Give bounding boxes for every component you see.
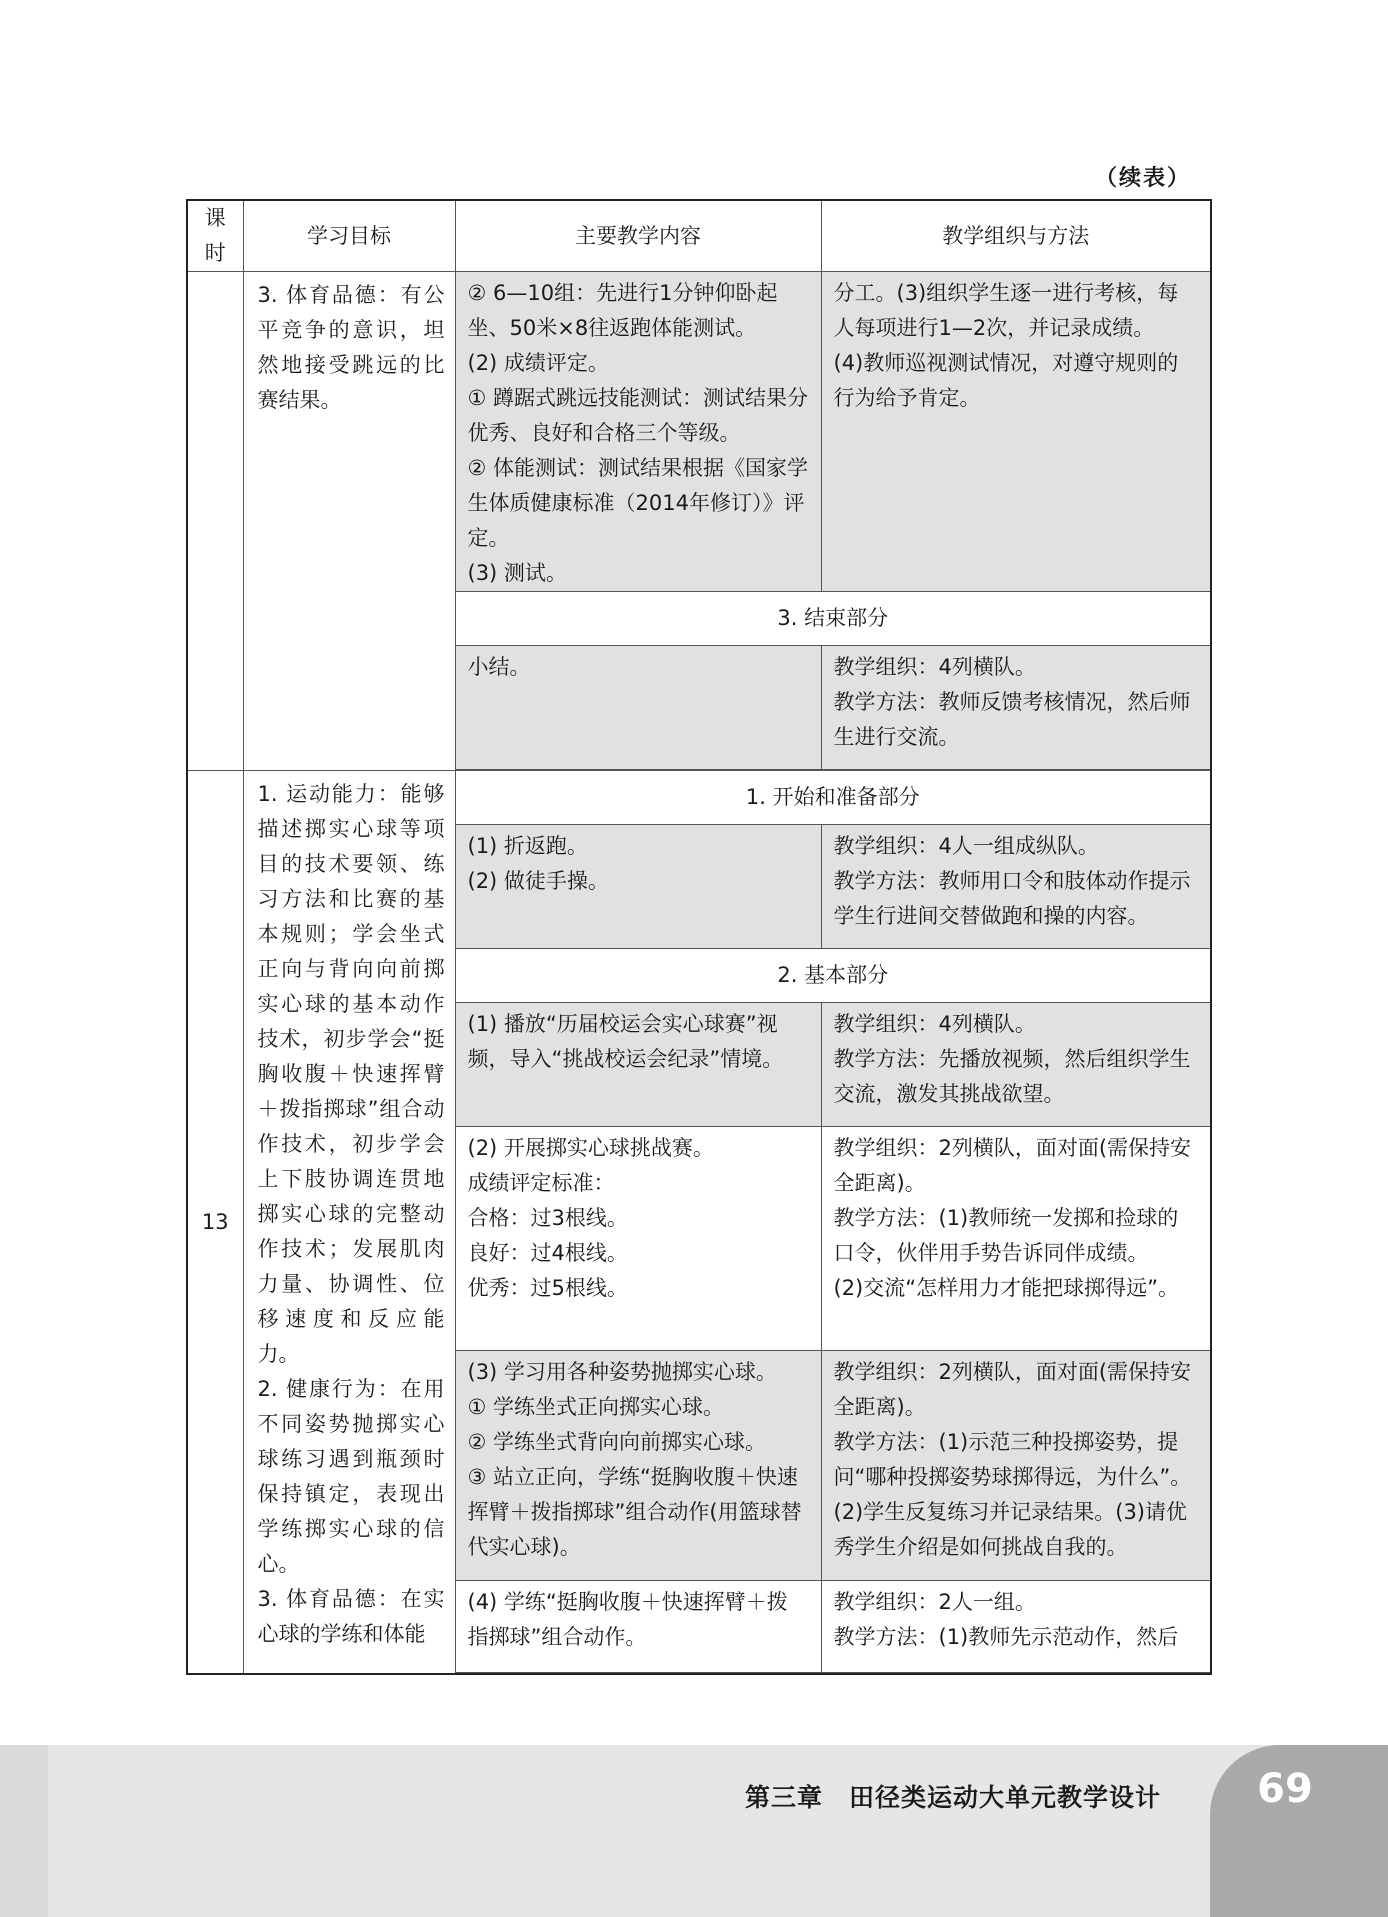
content-cell: (1) 播放“历届校运会实心球赛”视频，导入“挑战校运会纪录”情境。 <box>455 1003 821 1127</box>
method-cell: 教学组织：2列横队，面对面(需保持安全距离)。 教学方法：(1)示范三种投掷姿势，提问“哪种投掷姿势球掷得远，为什么”。 (2)学生反复练习并记录结果。(3)请优秀学生介绍是如何挑战自我的。 <box>821 1351 1211 1581</box>
lesson-number-cell <box>187 272 243 771</box>
content-cell: (3) 学习用各种姿势抛掷实心球。 ① 学练坐式正向掷实心球。 ② 学练坐式背向向前掷实心球。 ③ 站立正向，学练“挺胸收腹＋快速挥臂＋拨指掷球”组合动作(用篮球替代实心球)。 <box>455 1351 821 1581</box>
method-cell: 教学组织：4列横队。 教学方法：教师反馈考核情况，然后师生进行交流。 <box>821 646 1211 770</box>
content-cell: (4) 学练“挺胸收腹＋快速挥臂＋拨指掷球”组合动作。 <box>455 1581 821 1673</box>
method-cell: 分工。(3)组织学生逐一进行考核，每人每项进行1—2次，并记录成绩。 (4)教师巡视测试情况，对遵守规则的行为给予肯定。 <box>821 272 1211 592</box>
method-cell: 教学组织：2人一组。 教学方法：(1)教师先示范动作，然后 <box>821 1581 1211 1673</box>
header-content: 主要教学内容 <box>455 200 821 272</box>
chapter-title: 第三章 田径类运动大单元教学设计 <box>745 1783 1162 1812</box>
section-row <box>187 771 1211 825</box>
section-heading-start: 1. 开始和准备部分 <box>455 771 1211 825</box>
learning-goal-cell: 3. 体育品德：有公平竞争的意识，坦然地接受跳远的比赛结果。 <box>243 272 455 771</box>
content-cell: (2) 开展掷实心球挑战赛。 成绩评定标准： 合格：过3根线。 良好：过4根线。 优秀：过5根线。 <box>455 1127 821 1351</box>
method-cell: 教学组织：4人一组成纵队。 教学方法：教师用口令和肢体动作提示学生行进间交替做跑和操的内容。 <box>821 825 1211 949</box>
learning-goal-cell: 1. 运动能力：能够描述掷实心球等项目的技术要领、练习方法和比赛的基本规则；学会坐式正向与背向向前掷实心球的基本动作技术，初步学会“挺胸收腹＋快速挥臂＋拨指掷球”组合动作技术，初步学会上下肢协调连贯地掷实心球的完整动作技术；发展肌肉力量、协调性、位移速度和反应能力。 2. 健康行为：在用不同姿势抛掷实心球练习遇到瓶颈时保持镇定，表现出学练掷实心球的信心。 3. 体育品德：在实心球的学练和体能 <box>243 771 455 1675</box>
page-number: 69 <box>1257 1766 1313 1812</box>
footer-band <box>0 1745 1388 1917</box>
lesson-number-cell: 13 <box>187 771 243 1675</box>
section-heading-end: 3. 结束部分 <box>455 592 1211 646</box>
header-goal: 学习目标 <box>243 200 455 272</box>
content-cell: ② 6—10组：先进行1分钟仰卧起坐、50米×8往返跑体能测试。 (2) 成绩评定。 ① 蹲踞式跳远技能测试：测试结果分优秀、良好和合格三个等级。 ② 体能测试：测试结果根据《国家学生体质健康标准（2014年修订）》评定。 (3) 测试。 <box>455 272 821 592</box>
content-cell: 小结。 <box>455 646 821 770</box>
table-row <box>187 272 1211 592</box>
continued-label: （续表） <box>1095 166 1192 191</box>
content-cell: (1) 折返跑。 (2) 做徒手操。 <box>455 825 821 949</box>
footer-strip <box>0 1745 48 1917</box>
lesson-plan-table <box>186 199 1212 1675</box>
header-lesson: 课时 <box>187 200 243 272</box>
table-header-row <box>187 200 1211 272</box>
method-cell: 教学组织：4列横队。 教学方法：先播放视频，然后组织学生交流，激发其挑战欲望。 <box>821 1003 1211 1127</box>
section-heading-basic: 2. 基本部分 <box>455 949 1211 1003</box>
header-method: 教学组织与方法 <box>821 200 1211 272</box>
method-cell: 教学组织：2列横队，面对面(需保持安全距离)。 教学方法：(1)教师统一发掷和捡球的口令，伙伴用手势告诉同伴成绩。 (2)交流“怎样用力才能把球掷得远”。 <box>821 1127 1211 1351</box>
